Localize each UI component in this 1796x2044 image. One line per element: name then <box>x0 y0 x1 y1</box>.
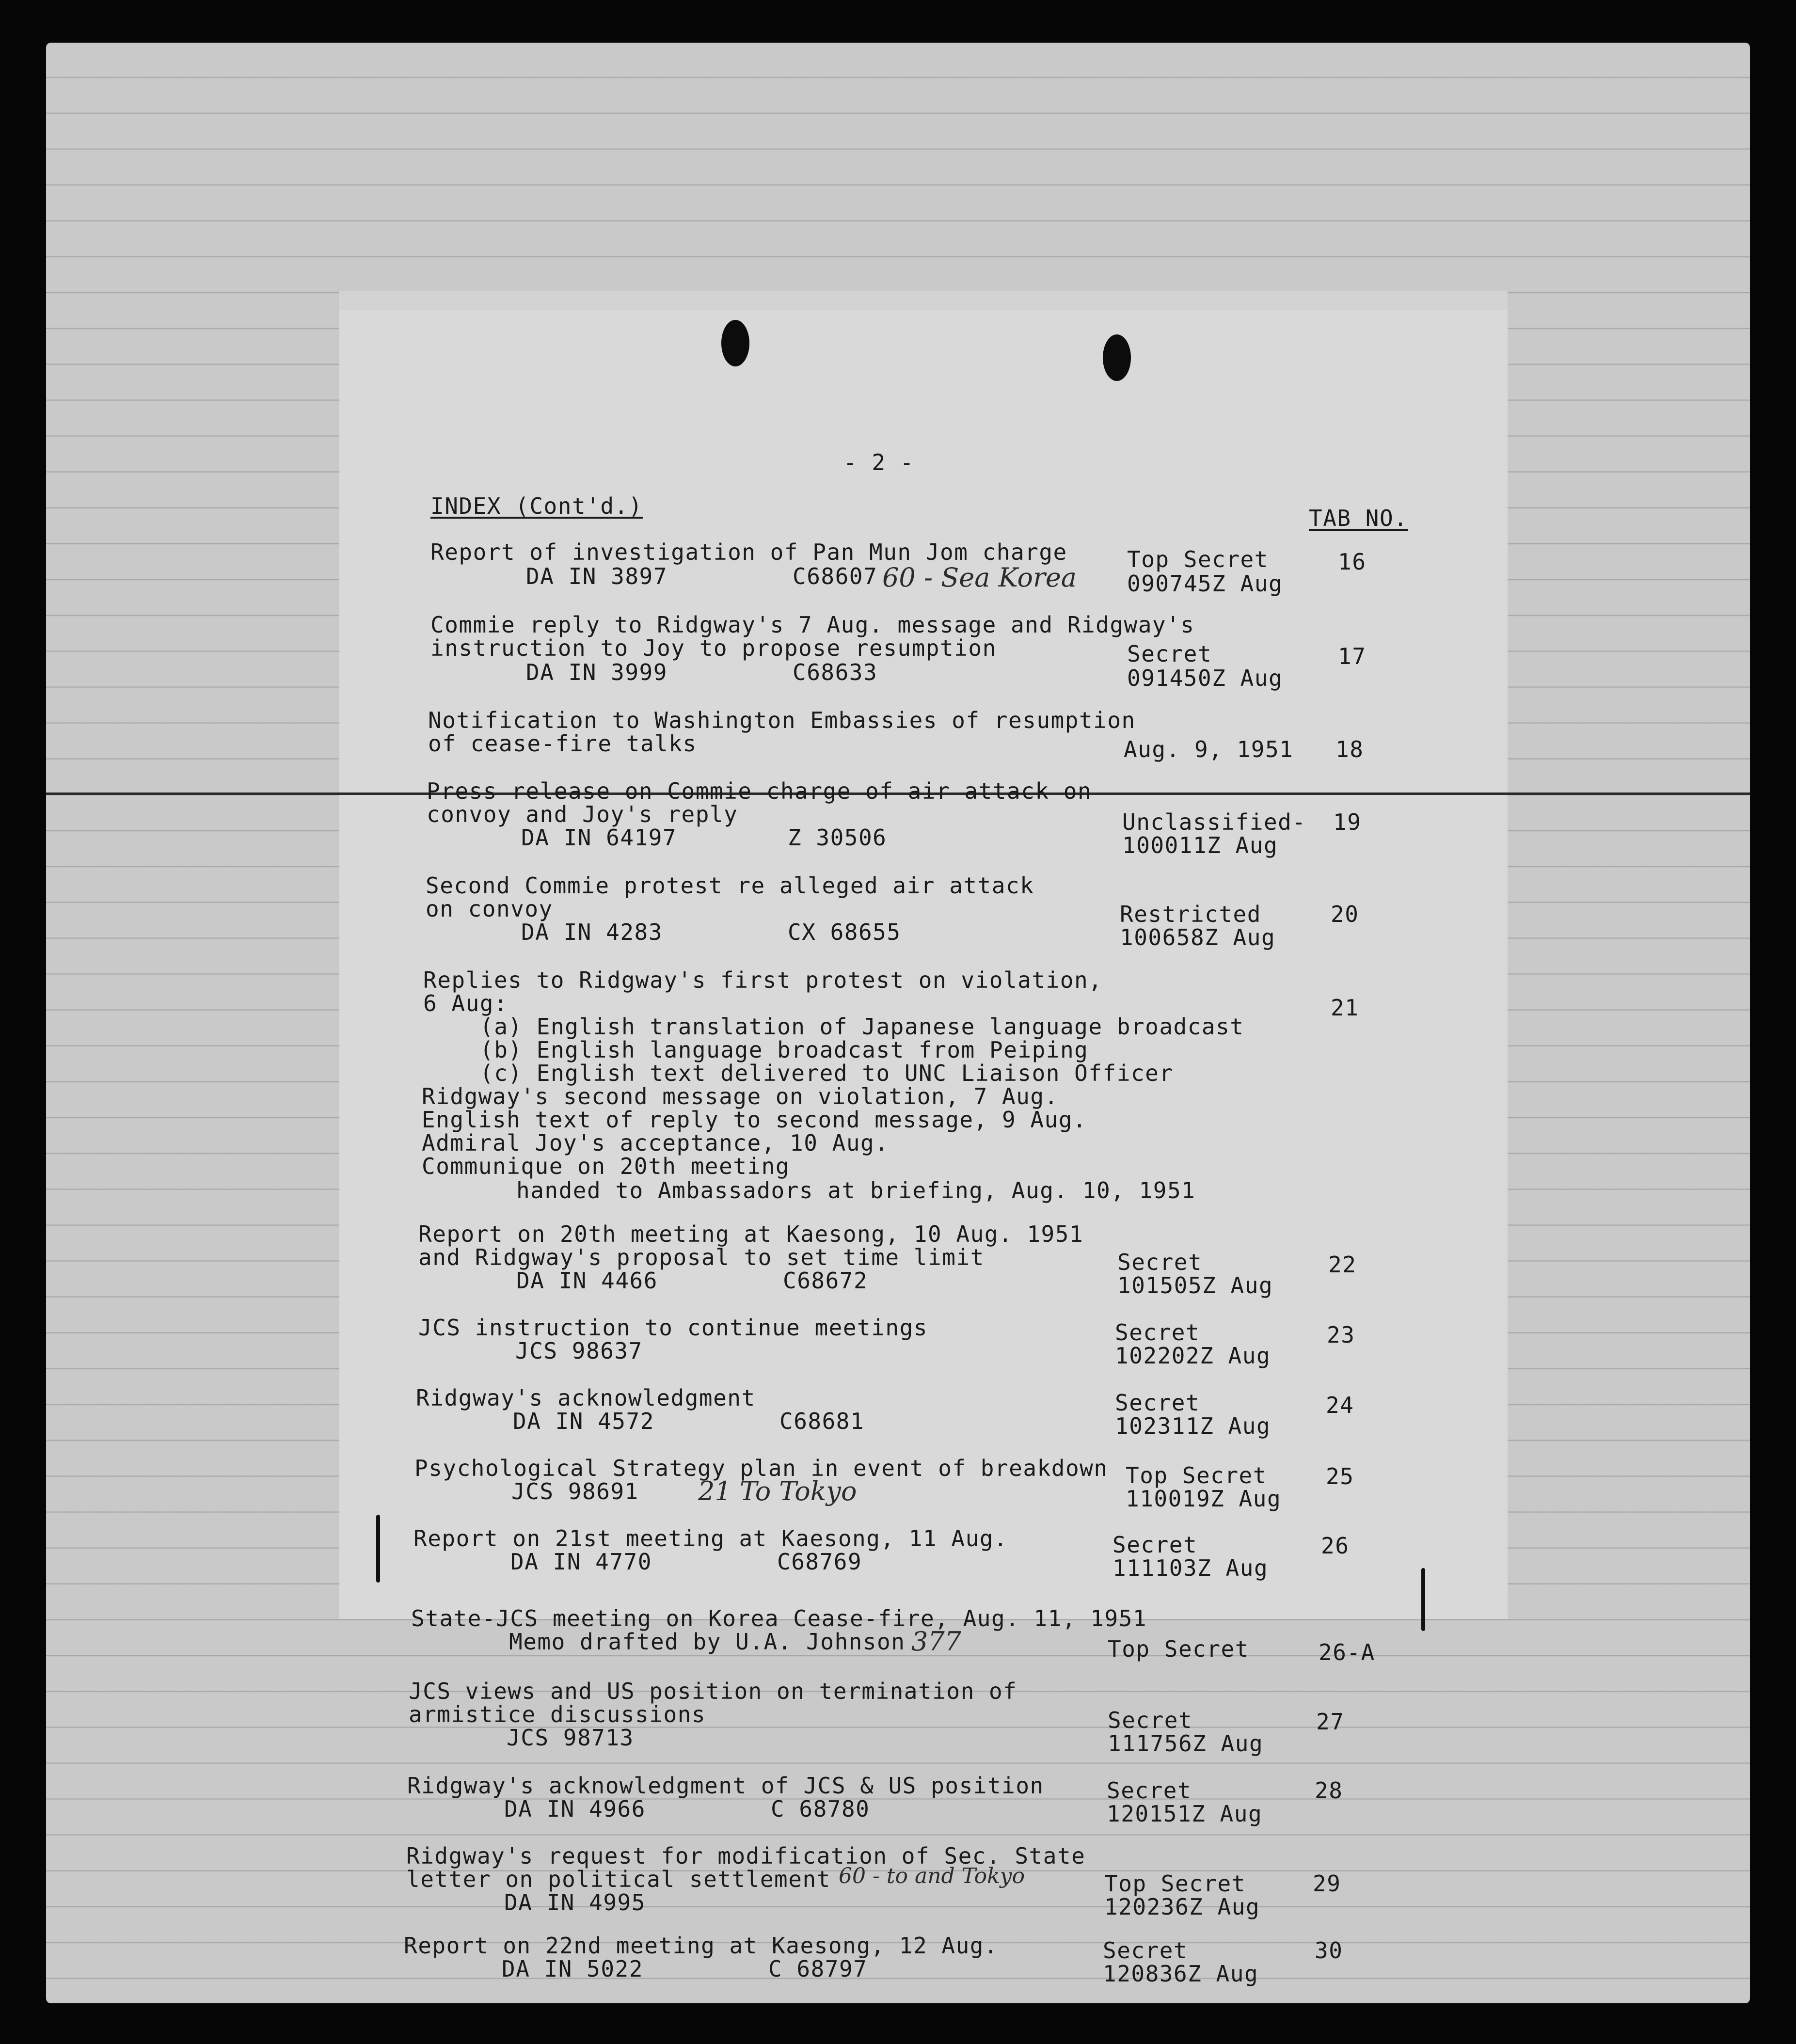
entry-title: and Ridgway's proposal to set time limit <box>418 1244 985 1270</box>
entry-title: Psychological Strategy plan in event of breakdown <box>414 1455 1108 1481</box>
entry-ref: DA IN 3999 <box>526 659 668 685</box>
entry-ref: DA IN 4283 <box>521 919 663 945</box>
entry-dtg: 091450Z Aug <box>1127 665 1283 691</box>
entry-dtg: 101505Z Aug <box>1117 1272 1273 1299</box>
entry-ref: DA IN 64197 <box>521 824 677 851</box>
entry-dtg: 120151Z Aug <box>1107 1801 1263 1827</box>
index-heading: INDEX (Cont'd.) <box>430 493 643 519</box>
entry-subitem: (c) English text delivered to UNC Liaison Officer <box>480 1060 1174 1086</box>
entry-ref: DA IN 4966 <box>504 1796 646 1822</box>
entry-ref: DA IN 3897 <box>526 563 668 589</box>
entry-title: Press release on Commie charge of air attack on <box>427 778 1092 804</box>
entry-title: Memo drafted by U.A. Johnson <box>509 1629 906 1655</box>
entry-tab: 18 <box>1335 736 1364 762</box>
punch-hole-left <box>721 320 749 366</box>
entry-title: Report on 22nd meeting at Kaesong, 12 Aug. <box>404 1933 999 1959</box>
entry-title: convoy and Joy's reply <box>427 801 738 827</box>
entry-line: Admiral Joy's acceptance, 10 Aug. <box>422 1130 889 1156</box>
entry-ref: JCS 98713 <box>507 1725 634 1751</box>
entry-dtg: 102311Z Aug <box>1115 1413 1271 1439</box>
entry-line: Ridgway's second message on violation, 7 Aug. <box>422 1083 1059 1109</box>
entry-dtg: 100658Z Aug <box>1120 924 1276 951</box>
entry-title: of cease-fire talks <box>428 730 697 757</box>
entry-tab: 20 <box>1331 901 1359 927</box>
handwritten-note: 60 - to and Tokyo <box>839 1864 1025 1888</box>
entry-ref: DA IN 4770 <box>510 1549 652 1575</box>
entry-classification: Secret <box>1108 1707 1193 1733</box>
entry-ref: C68607 <box>793 563 878 589</box>
entry-dtg: 090745Z Aug <box>1127 570 1283 597</box>
entry-ref: JCS 98691 <box>511 1478 639 1505</box>
entry-classification: Secret <box>1117 1249 1203 1275</box>
entry-tab: 21 <box>1331 995 1359 1021</box>
entry-tab: 22 <box>1328 1252 1357 1278</box>
entry-line: handed to Ambassadors at briefing, Aug. 10, 1951 <box>516 1177 1196 1204</box>
entry-ref: C 68797 <box>768 1956 868 1982</box>
entry-title: armistice discussions <box>409 1701 706 1727</box>
entry-title: instruction to Joy to propose resumption <box>430 635 997 661</box>
entry-dtg: 120836Z Aug <box>1103 1961 1259 1987</box>
entry-tab: 16 <box>1338 549 1367 575</box>
entry-ref: C68769 <box>777 1549 862 1575</box>
entry-title: letter on political settlement <box>406 1866 831 1892</box>
tab-column-heading: TAB NO. <box>1309 505 1408 531</box>
entry-classification: Top Secret <box>1126 1462 1267 1489</box>
entry-tab: 26 <box>1321 1533 1350 1559</box>
entry-dtg: 100011Z Aug <box>1122 832 1278 858</box>
entry-ref: DA IN 4466 <box>516 1268 658 1294</box>
entry-title: Report on 20th meeting at Kaesong, 10 Aug. 1951 <box>418 1221 1084 1247</box>
entry-dtg: 120236Z Aug <box>1104 1894 1260 1920</box>
entry-classification: Secret <box>1103 1937 1188 1964</box>
entry-ref: C 68780 <box>771 1796 870 1822</box>
entry-dtg: 111103Z Aug <box>1113 1555 1269 1581</box>
entry-tab: 25 <box>1326 1463 1354 1489</box>
handwritten-note: 377 <box>911 1626 962 1657</box>
entry-title: Commie reply to Ridgway's 7 Aug. message and Ridgway's <box>430 612 1195 638</box>
entry-tab: 24 <box>1326 1392 1354 1418</box>
entry-classification: Secret <box>1127 641 1212 667</box>
entry-classification: Top Secret <box>1104 1870 1246 1897</box>
entry-subitem: (b) English language broadcast from Peiping <box>480 1037 1089 1063</box>
entry-ref: C68681 <box>779 1408 865 1434</box>
entry-line: Communique on 20th meeting <box>422 1153 790 1179</box>
entry-title: JCS views and US position on termination of <box>409 1678 1017 1704</box>
entry-title: Ridgway's acknowledgment <box>416 1385 756 1411</box>
entry-ref: C68633 <box>793 659 878 685</box>
entry-classification: Secret <box>1107 1777 1192 1804</box>
entry-ref: DA IN 5022 <box>502 1956 643 1982</box>
entry-tab: 17 <box>1338 643 1367 669</box>
entry-ref: DA IN 4572 <box>513 1408 654 1434</box>
entry-tab: 29 <box>1313 1870 1341 1897</box>
entry-classification: Unclassified- <box>1122 809 1306 835</box>
entry-tab: 23 <box>1327 1322 1355 1348</box>
entry-dtg: 110019Z Aug <box>1126 1486 1282 1512</box>
entry-title: Second Commie protest re alleged air attack <box>426 872 1034 899</box>
entry-title: 6 Aug: <box>423 990 509 1016</box>
entry-classification: Secret <box>1115 1390 1200 1416</box>
entry-tab: 19 <box>1333 809 1362 835</box>
entry-classification: Top Secret <box>1127 546 1269 572</box>
entry-ref: Z 30506 <box>788 824 887 851</box>
entry-subitem: (a) English translation of Japanese language broadcast <box>480 1014 1244 1040</box>
entry-title: Ridgway's request for modification of Sec. State <box>406 1843 1086 1869</box>
entry-title: on convoy <box>426 896 553 922</box>
entry-title: JCS instruction to continue meetings <box>418 1315 928 1341</box>
entry-classification: Secret <box>1115 1319 1200 1346</box>
entry-ref: JCS 98637 <box>515 1338 643 1364</box>
entry-dtg: 111756Z Aug <box>1108 1730 1264 1757</box>
punch-hole-right <box>1103 334 1131 381</box>
entry-tab: 27 <box>1316 1709 1345 1735</box>
entry-title: Notification to Washington Embassies of resumption <box>428 707 1136 733</box>
entry-ref: CX 68655 <box>788 919 901 945</box>
handwritten-note: 21 To Tokyo <box>698 1476 857 1506</box>
entry-tab: 30 <box>1315 1937 1343 1964</box>
entry-ref: C68672 <box>783 1268 868 1294</box>
entry-classification: Top Secret <box>1108 1636 1249 1662</box>
entry-ref: DA IN 4995 <box>504 1889 646 1916</box>
handwritten-note: 60 - Sea Korea <box>882 562 1077 593</box>
entry-dtg: 102202Z Aug <box>1115 1343 1271 1369</box>
margin-mark-right <box>1421 1568 1425 1631</box>
entry-tab: 28 <box>1315 1777 1343 1804</box>
entry-classification: Restricted <box>1120 901 1261 927</box>
entry-title: Report on 21st meeting at Kaesong, 11 Aug. <box>413 1525 1008 1552</box>
entry-dtg: Aug. 9, 1951 <box>1124 736 1294 762</box>
entry-title: Ridgway's acknowledgment of JCS & US position <box>407 1773 1044 1799</box>
entry-title: State-JCS meeting on Korea Cease-fire, Aug. 11, 1951 <box>411 1605 1147 1632</box>
entry-classification: Secret <box>1113 1532 1198 1558</box>
page-number: - 2 - <box>843 449 914 475</box>
margin-mark-left <box>376 1515 380 1583</box>
entry-tab: 26-A <box>1319 1639 1375 1665</box>
entry-title: Replies to Ridgway's first protest on violation, <box>423 967 1103 993</box>
entry-line: English text of reply to second message, 9 Aug. <box>422 1107 1087 1133</box>
entry-title: Report of investigation of Pan Mun Jom charge <box>430 539 1067 565</box>
